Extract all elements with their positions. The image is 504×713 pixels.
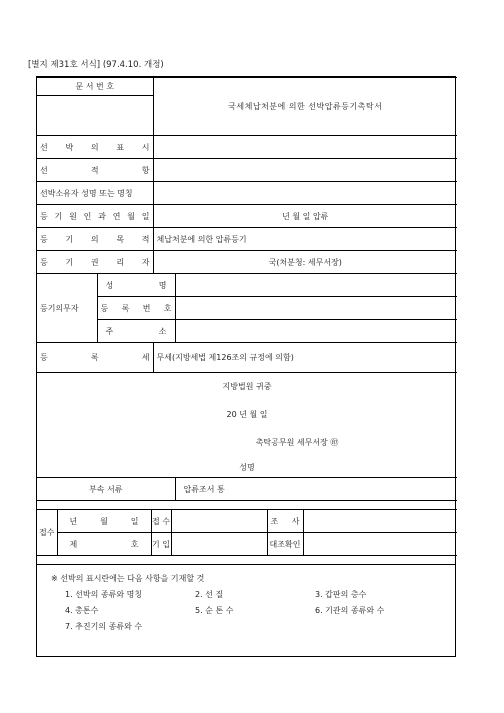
receipt-label: 접수 bbox=[37, 510, 57, 556]
owner-value[interactable] bbox=[153, 182, 457, 205]
owner-label: 선박소유자 성명 또는 명칭 bbox=[37, 182, 153, 205]
tax-value: 무세(지방세법 제126조의 규정에 의함) bbox=[153, 343, 457, 373]
holder-label: 등 기 권 리 자 bbox=[37, 251, 153, 274]
attachment-value: 압류조서 통 bbox=[175, 478, 457, 501]
ship-display-label: 선 박 의 표 시 bbox=[37, 136, 153, 159]
receipt-review-value[interactable] bbox=[303, 510, 457, 533]
attachment-label: 부속 서류 bbox=[37, 478, 175, 501]
tax-label: 등 록 세 bbox=[37, 343, 153, 373]
obligor-address-value[interactable] bbox=[175, 320, 457, 343]
notes-intro: ※ 선박의 표시란에는 다음 사항을 기재할 것 bbox=[51, 574, 205, 583]
obligor-name-value[interactable] bbox=[175, 274, 457, 297]
form-table bbox=[37, 77, 457, 501]
obligor-name-label: 성 명 bbox=[97, 274, 175, 297]
obligor-regno-label: 등 록 번 호 bbox=[97, 297, 175, 320]
holder-value: 국(처분청: 세무서장) bbox=[153, 251, 457, 274]
ship-display-value[interactable] bbox=[153, 136, 457, 159]
cause-date-label: 등 기 원 인 과 연 월 일 bbox=[37, 205, 153, 228]
note-item: 5. 순 톤 수 bbox=[195, 606, 234, 615]
official-line: 촉탁공무원 세무서장 ㊞ bbox=[255, 438, 339, 447]
note-item: 3. 갑판의 층수 bbox=[315, 590, 367, 599]
note-item: 6. 기관의 종류와 수 bbox=[315, 606, 385, 615]
receipt-entry-value[interactable] bbox=[171, 533, 267, 556]
obligor-label: 등기의무자 bbox=[37, 274, 97, 343]
note-item: 7. 추진기의 종류와 수 bbox=[65, 622, 143, 631]
receipt-no-label: 제 호 bbox=[57, 533, 151, 556]
form-title: 국세체납처분에 의한 선박압류등기촉탁서 bbox=[153, 78, 457, 136]
note-item: 2. 선 질 bbox=[195, 590, 224, 599]
note-item: 4. 총톤수 bbox=[65, 606, 99, 615]
receipt-ymd-label: 년 월 일 bbox=[57, 510, 151, 533]
doc-number-value[interactable] bbox=[37, 96, 153, 136]
purpose-label: 등 기 의 목 적 bbox=[37, 228, 153, 251]
receipt-table bbox=[37, 509, 457, 556]
cause-date-value: 년 월 일 압류 bbox=[153, 205, 457, 228]
receipt-compare-value[interactable] bbox=[303, 533, 457, 556]
form-header: [별지 제31호 서식] (97.4.10. 개정) bbox=[28, 60, 164, 70]
receipt-review-label: 조 사 bbox=[267, 510, 303, 533]
name-line: 성명 bbox=[239, 463, 255, 472]
court-line: 지방법원 귀중 bbox=[222, 382, 272, 391]
receipt-entry-label: 기 입 bbox=[151, 533, 171, 556]
note-item: 1. 선박의 종류와 명칭 bbox=[65, 590, 143, 599]
receipt-accept-value[interactable] bbox=[171, 510, 267, 533]
obligor-address-label: 주 소 bbox=[97, 320, 175, 343]
port-label: 선 적 항 bbox=[37, 159, 153, 182]
port-value[interactable] bbox=[153, 159, 457, 182]
receipt-accept-label: 접 수 bbox=[151, 510, 171, 533]
form-frame bbox=[36, 76, 456, 657]
doc-number-label: 문 서 번 호 bbox=[37, 78, 153, 96]
notes-section bbox=[37, 564, 455, 635]
obligor-regno-value[interactable] bbox=[175, 297, 457, 320]
date-line: 20 년 월 일 bbox=[226, 410, 268, 419]
receipt-compare-label: 대조확인 bbox=[267, 533, 303, 556]
purpose-value: 체납처분에 의한 압류등기 bbox=[153, 228, 457, 251]
addressee-section bbox=[37, 373, 457, 478]
